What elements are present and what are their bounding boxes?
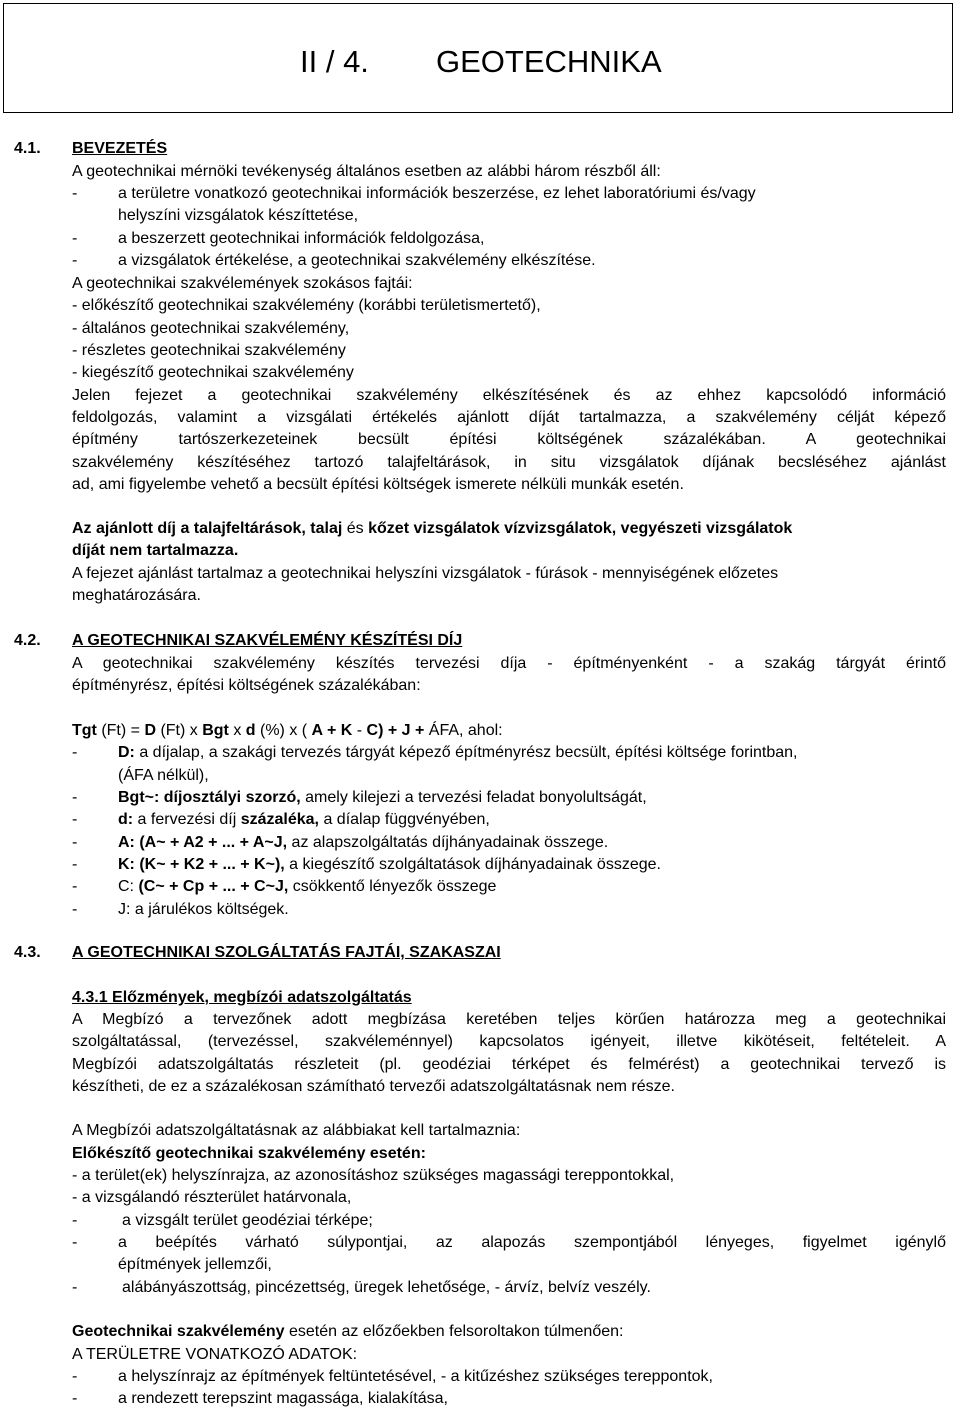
sub-para-1-line-3: Megbízói adatszolgáltatás részleteit (pl. geodéziai térképet és felmérést) a geotechnikai tervező is [72, 1056, 946, 1073]
section-4-1-number: 4.1. [14, 140, 41, 157]
item-c [118, 876, 496, 897]
section-4-3-number: 4.3. [14, 944, 41, 961]
types-intro: A geotechnikai szakvélemények szokásos fajtái: [72, 275, 413, 292]
item-k-label: K: (K~ + K2 + ... + K~), [118, 856, 285, 873]
fee-formula [72, 720, 503, 741]
formula-tgt: Tgt [72, 722, 97, 739]
fee-intro-line-1: A geotechnikai szakvélemény készítés tervezési díja - építményenként - a szakág tárgyát érintő [72, 655, 946, 672]
item-dash: - [72, 811, 78, 828]
area-item-2: a rendezett terepszint magassága, kialakítása, [118, 1390, 448, 1407]
para-1-line-1: Jelen fejezet a geotechnikai szakvélemény elkészítésének és az ehhez kapcsolódó információ [72, 387, 946, 404]
item-dash: - [72, 1212, 78, 1229]
req-item-4-line-2: építmények jellemzői, [118, 1256, 272, 1273]
section-4-2-number: 4.2. [14, 632, 41, 649]
item-c-label: (C~ + Cp + ... + C~J, [138, 878, 289, 895]
formula-part: - [352, 722, 367, 739]
item-d-label: D: [118, 744, 135, 761]
req-item-1: - a terület(ek) helyszínrajza, az azonosításhoz szükséges magassági tereppontokkal, [72, 1167, 675, 1184]
bullet-dash: - [72, 185, 78, 202]
para-1-line-5: ad, ami figyelembe vehető a becsült építési költségek ismerete nélküli munkák esetén. [72, 476, 684, 493]
section-4-2-heading: A GEOTECHNIKAI SZAKVÉLEMÉNY KÉSZÍTÉSI DÍJ [72, 632, 463, 649]
formula-part: (Ft) = [96, 722, 145, 739]
type-4: - kiegészítő geotechnikai szakvélemény [72, 364, 354, 381]
intro-line: A geotechnikai mérnöki tevékenység általános esetben az alábbi három részből áll: [72, 163, 661, 180]
item-bgt-text: amely kilejezi a tervezési feladat bonyolultságát, [300, 789, 647, 806]
item-dash: - [72, 1368, 78, 1385]
req-item-4-line-1: a beépítés várható súlypontjai, az alapozás szempontjából lényeges, figyelmet igénylő [118, 1234, 946, 1251]
section-4-1-heading: BEVEZETÉS [72, 140, 168, 157]
item-dash: - [72, 901, 78, 918]
item-dash: - [72, 744, 78, 761]
formula-part: (Ft) x [156, 722, 203, 739]
type-3: - részletes geotechnikai szakvélemény [72, 342, 346, 359]
req-item-5: alábányászottság, pincézettség, üregek lehetősége, - árvíz, belvíz veszély. [122, 1279, 651, 1296]
bold-note-line-2: díját nem tartalmazza. [72, 542, 239, 559]
bullet-2: a beszerzett geotechnikai információk feldolgozása, [118, 230, 485, 247]
bullet-dash: - [72, 252, 78, 269]
item-bgt-label: Bgt~: díjosztályi szorzó, [118, 789, 301, 806]
formula-dd: d [245, 722, 256, 739]
bold-note-a: Az ajánlott díj a talajfeltárások, talaj [72, 520, 343, 537]
item-d [118, 742, 797, 763]
fee-intro-line-2: építményrész, építési költségének százalékában: [72, 677, 421, 694]
item-dd-bold: százaléka, [240, 811, 319, 828]
type-1: - előkészítő geotechnikai szakvélemény (korábbi területismertető), [72, 297, 541, 314]
area-item-1: a helyszínrajz az építmények feltüntetésével, - a kitűzéshez szükséges tereppontok, [118, 1368, 713, 1385]
formula-part: ÁFA, ahol: [424, 722, 503, 739]
item-c-text: csökkentő lényezők összege [288, 878, 497, 895]
req-item-2: - a vizsgálandó részterület határvonala, [72, 1189, 352, 1206]
formula-a-k: A + K [311, 722, 353, 739]
item-dash: - [72, 789, 78, 806]
requirements-intro: A Megbízói adatszolgáltatásnak az alábbiakat kell tartalmaznia: [72, 1122, 521, 1139]
formula-part: (%) x ( [255, 722, 312, 739]
formula-bgt: Bgt [202, 722, 229, 739]
para-1-line-3: építmény tartószerkezeteinek becsült építési költségének százalékában. A geotechnikai [72, 431, 946, 448]
bullet-3: a vizsgálatok értékelése, a geotechnikai szakvélemény elkészítése. [118, 252, 596, 269]
type-2: - általános geotechnikai szakvélemény, [72, 320, 350, 337]
bold-note-es: és [346, 520, 364, 537]
para-2-line-1: A fejezet ajánlást tartalmaz a geotechnikai helyszíni vizsgálatok - fúrások - mennyiségének előzetes [72, 565, 779, 582]
formula-part: x [228, 722, 246, 739]
geotech-bold: Geotechnikai szakvélemény [72, 1323, 285, 1340]
area-data-heading: A TERÜLETRE VONATKOZÓ ADATOK: [72, 1346, 358, 1363]
item-c-pre: C: [118, 878, 139, 895]
sub-para-1-line-2: szolgáltatással, (tervezéssel, szakvéleménnyel) kapcsolatos igényeit, illetve kikötéseit, feltételeit. A [72, 1033, 946, 1050]
bullet-1-line-2: helyszíni vizsgálatok készíttetése, [118, 207, 359, 224]
section-4-3-heading: A GEOTECHNIKAI SZOLGÁLTATÁS FAJTÁI, SZAKASZAI [72, 944, 501, 961]
subsection-4-3-1-heading: 4.3.1 Előzmények, megbízói adatszolgáltatás [72, 989, 412, 1006]
item-dd-label: d: [118, 811, 134, 828]
item-dd [118, 809, 490, 830]
item-a [118, 832, 608, 853]
item-d-text: a díjalap, a szakági tervezés tárgyát képező építményrész becsült, építési költsége forintban, [134, 744, 798, 761]
item-k [118, 854, 661, 875]
bold-note-line-1 [72, 518, 792, 539]
bold-note-b: kőzet vizsgálatok vízvizsgálatok, vegyészeti vizsgálatok [368, 520, 793, 537]
title-box [3, 3, 953, 113]
item-k-text: a kiegészítő szolgáltatások díjhányadainak összege. [284, 856, 661, 873]
item-dash: - [72, 1234, 78, 1251]
geotech-text: esetén az előzőekben felsoroltakon túlmenően: [284, 1323, 624, 1340]
bullet-dash: - [72, 230, 78, 247]
para-1-line-4: szakvélemény készítéséhez tartozó talajfeltárások, in situ vizsgálatok díjának becsléséhez ajánlást [72, 454, 946, 471]
item-dash: - [72, 856, 78, 873]
item-dd-text: a fervezési díj [133, 811, 241, 828]
item-a-text: az alapszolgáltatás díjhányadainak összege. [287, 834, 609, 851]
formula-d: D [144, 722, 156, 739]
req-item-3: a vizsgált terület geodéziai térképe; [122, 1212, 373, 1229]
para-2-line-2: meghatározására. [72, 587, 201, 604]
sub-para-1-line-1: A Megbízó a tervezőnek adott megbízása keretében teljes körűen határozza meg a geotechnikai [72, 1011, 946, 1028]
geotech-line [72, 1321, 623, 1342]
item-d-line-2: (ÁFA nélkül), [118, 767, 209, 784]
chapter-title: GEOTECHNIKA [436, 44, 662, 79]
sub-para-1-line-4: készítheti, de ez a százalékosan számítható tervezői adatszolgáltatásnak nem része. [72, 1078, 675, 1095]
item-dash: - [72, 1279, 78, 1296]
item-bgt [118, 787, 647, 808]
item-dash: - [72, 878, 78, 895]
item-j: J: a járulékos költségek. [118, 901, 289, 918]
preliminary-heading: Előkészítő geotechnikai szakvélemény esetén: [72, 1145, 426, 1162]
bullet-1-line-1: a területre vonatkozó geotechnikai információk beszerzése, ez lehet laboratóriumi és/vagy [118, 185, 756, 202]
chapter-number: II / 4. [300, 44, 369, 79]
para-1-line-2: feldolgozás, valamint a vizsgálati értékelés ajánlott díját tartalmazza, a szakvélemény célját képező [72, 409, 946, 426]
item-dash: - [72, 1390, 78, 1407]
item-a-label: A: (A~ + A2 + ... + A~J, [118, 834, 288, 851]
item-dash: - [72, 834, 78, 851]
item-dd-text: a díalap függvényében, [319, 811, 490, 828]
formula-c-j: C) + J + [366, 722, 425, 739]
